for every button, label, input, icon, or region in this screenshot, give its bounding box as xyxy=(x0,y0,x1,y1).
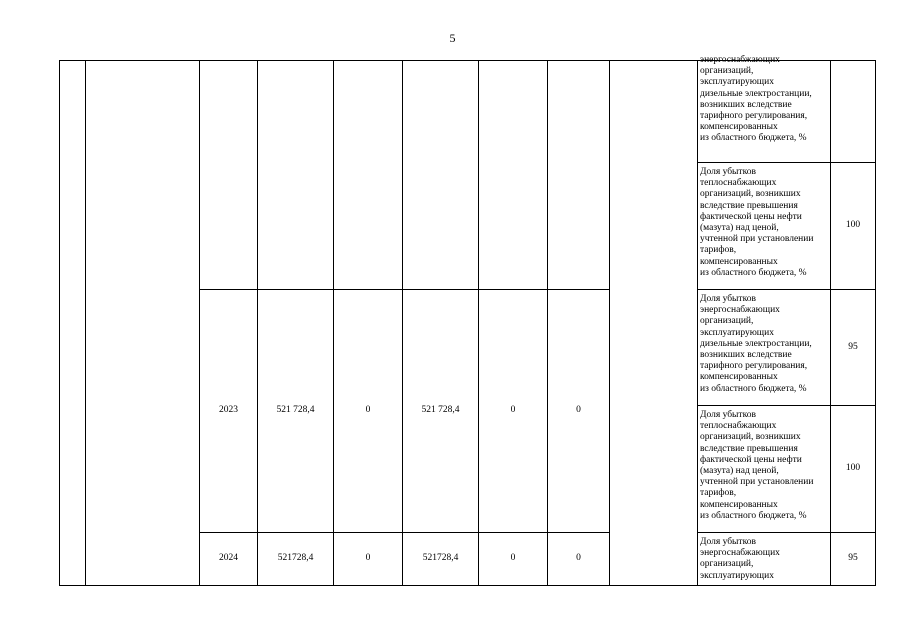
regional-cell: 521 728,4 xyxy=(403,290,479,533)
total-cell-prev xyxy=(258,61,334,290)
indicator-text-line: (мазута) над ценой, xyxy=(700,223,779,234)
indicator-text-line: из областного бюджета, % xyxy=(700,510,807,521)
indicator-text-line: Доля убытков xyxy=(700,537,756,547)
indicator-cell xyxy=(698,290,831,406)
year-cell: 2024 xyxy=(200,533,258,586)
local-cell: 0 xyxy=(479,533,548,586)
indicator-text-line: учтенной при установлении xyxy=(700,234,814,245)
indicator-text-line: энергоснабжающих xyxy=(700,548,780,559)
indicator-text-line: фактической цены нефти xyxy=(700,454,802,465)
indicator-text-line: вследствие превышения xyxy=(700,200,798,211)
indicator-cell xyxy=(698,406,831,533)
indicator-text-line: организаций, xyxy=(700,66,754,77)
other-cell: 0 xyxy=(548,533,610,586)
indicator-cell xyxy=(698,55,831,163)
indicator-text-line: Доля убытков xyxy=(700,167,756,177)
indicator-text-line: фактической цены нефти xyxy=(700,211,802,222)
number-cell xyxy=(60,61,86,586)
indicator-text-line: организаций, возникших xyxy=(700,189,801,200)
indicator-value-cell xyxy=(831,61,876,163)
indicator-cell xyxy=(698,533,831,586)
indicator-text-line: теплоснабжающих xyxy=(700,421,777,432)
year-cell: 2023 xyxy=(200,290,258,533)
indicator-text-line: возникших вследствие xyxy=(700,99,792,110)
indicator-text-line: вследствие превышения xyxy=(700,443,798,454)
local-cell-prev xyxy=(479,61,548,290)
other-cell-prev xyxy=(548,61,610,290)
indicator-text-line: тарифного регулирования, xyxy=(700,361,808,372)
indicator-text-line: возникших вследствие xyxy=(700,350,792,361)
indicator-value-cell: 95 xyxy=(831,533,876,586)
other-cell: 0 xyxy=(548,290,610,533)
indicator-text-line: эксплуатирующих xyxy=(700,327,774,338)
indicator-value-cell: 95 xyxy=(831,290,876,406)
total-cell: 521728,4 xyxy=(258,533,334,586)
local-cell: 0 xyxy=(479,290,548,533)
indicator-text-line: тарифного регулирования, xyxy=(700,111,808,122)
indicator-text-line: из областного бюджета, % xyxy=(700,383,807,394)
indicator-text-line: энергоснабжающих xyxy=(700,305,780,316)
federal-cell: 0 xyxy=(334,533,403,586)
indicator-text-line: дизельные электростанции, xyxy=(700,88,812,99)
table-row xyxy=(60,61,876,163)
indicator-text-line: тарифов, xyxy=(700,488,737,499)
indicator-text-line: организаций, возникших xyxy=(700,432,801,443)
indicator-text-line: компенсированных xyxy=(700,499,778,510)
measure-name-cell xyxy=(86,61,200,586)
total-cell: 521 728,4 xyxy=(258,290,334,533)
indicator-text-line: из областного бюджета, % xyxy=(700,133,807,144)
federal-cell-prev xyxy=(334,61,403,290)
indicator-text-line: теплоснабжающих xyxy=(700,178,777,189)
year-cell-prev xyxy=(200,61,258,290)
executor-cell xyxy=(610,61,698,586)
indicator-cell xyxy=(698,163,831,290)
indicator-text-line: организаций, xyxy=(700,559,754,570)
regional-cell-prev xyxy=(403,61,479,290)
indicator-text-line: компенсированных xyxy=(700,372,778,383)
indicator-value-cell: 100 xyxy=(831,406,876,533)
indicator-text-line: компенсированных xyxy=(700,122,778,133)
indicator-text-line: тарифов, xyxy=(700,245,737,256)
indicator-text-line: компенсированных xyxy=(700,256,778,267)
indicator-text-line: (мазута) над ценой, xyxy=(700,466,779,477)
indicator-text-line: Доля убытков xyxy=(700,410,756,420)
federal-cell: 0 xyxy=(334,290,403,533)
indicator-text-line: учтенной при установлении xyxy=(700,477,814,488)
indicator-text-line: энергоснабжающих xyxy=(700,55,780,65)
indicator-text-line: эксплуатирующих xyxy=(700,570,774,581)
indicator-text-line: организаций, xyxy=(700,316,754,327)
page-number: 5 xyxy=(449,31,456,45)
indicator-text-line: эксплуатирующих xyxy=(700,77,774,88)
regional-cell: 521728,4 xyxy=(403,533,479,586)
indicator-text-line: дизельные электростанции, xyxy=(700,338,812,349)
program-funding-table xyxy=(59,55,876,586)
indicator-text-line: Доля убытков xyxy=(700,294,756,304)
indicator-text-line: из областного бюджета, % xyxy=(700,267,807,278)
indicator-value-cell: 100 xyxy=(831,163,876,290)
